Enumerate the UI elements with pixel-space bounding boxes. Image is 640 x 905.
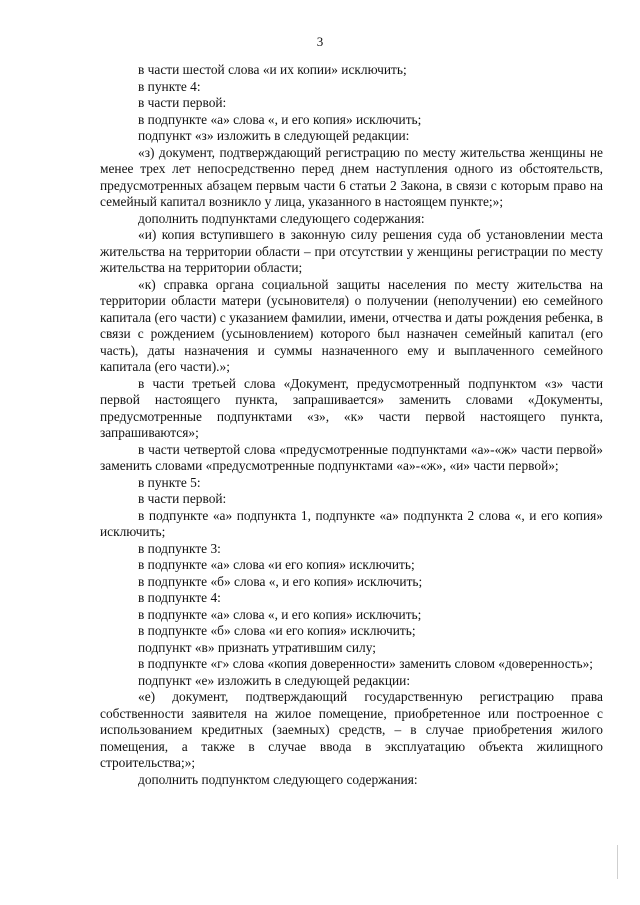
paragraph: в части третьей слова «Документ, предусмотренный подпунктом «з» части первой настоящего пункта, запрашивается» заменить словами «Документы, предусмотренные подпунктами «з», «к» части первой настоящего пункта, запрашиваются»;	[100, 375, 603, 440]
scan-artifact	[617, 845, 618, 879]
paragraph: в части первой:	[138, 491, 227, 506]
document-body	[100, 62, 603, 788]
paragraph: «е) документ, подтверждающий государственную регистрацию права собственности заявителя на жилое помещение, приобретенное или построенное с использованием кредитных (заемных) средств, – в случае приобретения жилого помещения, а также в случае ввода в эксплуатацию объекта жилищного строительства;»;	[100, 689, 603, 770]
paragraph: подпункт «в» признать утратившим силу;	[138, 639, 376, 655]
paragraph: в пункте 5:	[138, 474, 201, 490]
paragraph: в подпункте «а» слова «, и его копия» исключить;	[138, 111, 422, 127]
paragraph: в части четвертой слова «предусмотренные подпунктами «а»-«ж» части первой» заменить словами «предусмотренные подпунктами «а»-«ж», «и» части первой»;	[100, 441, 603, 473]
paragraph: подпункт «з» изложить в следующей редакции:	[138, 128, 410, 143]
paragraph: подпункт «е» изложить в следующей редакции:	[138, 672, 411, 688]
paragraph: в подпункте 3:	[138, 540, 221, 556]
paragraph: в подпункте 4:	[138, 590, 221, 605]
paragraph: в части первой:	[138, 95, 227, 110]
paragraph: «з) документ, подтверждающий регистрацию по месту жительства женщины не менее трех лет непосредственно перед днем наступления одного из обстоятельств, предусмотренных абзацем первым части 6 статьи 2 Закона, в связи с которым право на семейный капитал возникло у лица, указанного в настоящем пункте;»;	[100, 144, 603, 209]
paragraph: в подпункте «б» слова «и его копия» исключить;	[138, 623, 416, 638]
page-number: 3	[316, 34, 324, 49]
paragraph: в пункте 4:	[138, 78, 201, 94]
paragraph: в подпункте «а» слова «и его копия» исключить;	[138, 557, 415, 572]
paragraph: в подпункте «а» подпункта 1, подпункте «а» подпункта 2 слова «, и его копия» исключить;	[100, 507, 603, 539]
paragraph: «и) копия вступившего в законную силу решения суда об установлении места жительства на территории области – при отсутствии у женщины регистрации по месту жительства на территории области;	[100, 227, 603, 275]
paragraph: дополнить подпунктами следующего содержания:	[138, 210, 425, 226]
paragraph: в подпункте «г» слова «копия доверенности» заменить словом «доверенность»;	[138, 656, 594, 671]
paragraph: в подпункте «а» слова «, и его копия» исключить;	[138, 606, 422, 622]
paragraph: в части шестой слова «и их копии» исключить;	[138, 62, 407, 77]
paragraph: дополнить подпунктом следующего содержания:	[138, 771, 418, 787]
paragraph: в подпункте «б» слова «, и его копия» исключить;	[138, 573, 423, 589]
paragraph: «к) справка органа социальной защиты населения по месту жительства на территории области матери (усыновителя) о получении (неполучении) ею семейного капитала (его части) с указанием фамилии, имени, отчества и даты рождения ребенка, в связи с рождением (усыновлением) которого был назначен семейный капитал (его часть), даты назначения и суммы назначенного ему и выплаченного семейного капитала (его части).»;	[100, 276, 603, 374]
